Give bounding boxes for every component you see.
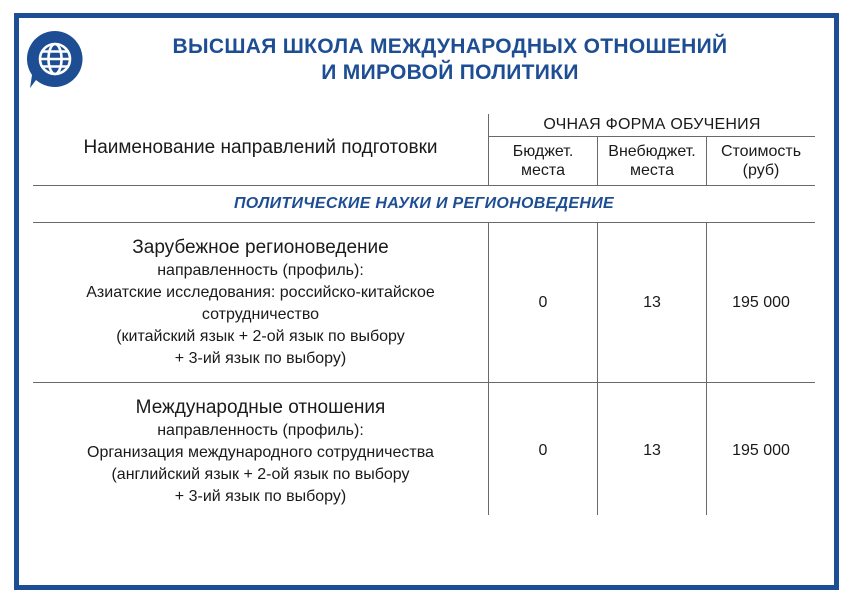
globe-icon	[24, 28, 86, 90]
section-title: ПОЛИТИЧЕСКИЕ НАУКИ И РЕГИОНОВЕДЕНИЕ	[233, 195, 615, 212]
paid-places: 13	[643, 441, 661, 459]
table-divider	[488, 136, 815, 137]
column-header-line: Внебюджет.	[608, 143, 696, 160]
title-line-2: И МИРОВОЙ ПОЛИТИКИ	[321, 61, 579, 84]
table-row-program	[33, 223, 488, 382]
column-header-line: места	[630, 162, 674, 179]
program-detail: Азиатские исследования: российско-китайское	[86, 284, 435, 301]
program-detail: + 3-ий язык по выбору)	[174, 487, 347, 505]
budget-places: 0	[538, 441, 548, 459]
column-header-name: Наименование направлений подготовки	[83, 137, 438, 158]
program-detail: (английский язык + 2-ой язык по выбору	[111, 465, 410, 483]
program-name: Зарубежное регионоведение	[132, 237, 389, 258]
column-header-line: Бюджет.	[512, 143, 574, 160]
title-line-1: ВЫСШАЯ ШКОЛА МЕЖДУНАРОДНЫХ ОТНОШЕНИЙ	[172, 35, 728, 58]
column-header-line: места	[521, 162, 565, 179]
column-header-form: ОЧНАЯ ФОРМА ОБУЧЕНИЯ	[543, 116, 761, 133]
column-header-line: Стоимость	[720, 143, 802, 160]
column-header-cost	[707, 138, 815, 184]
program-detail: сотрудничество	[201, 306, 320, 323]
program-detail: + 3-ий язык по выбору)	[174, 350, 347, 367]
column-header-budget	[489, 138, 597, 184]
program-name: Международные отношения	[135, 396, 386, 418]
program-detail: (китайский язык + 2-ой язык по выбору	[116, 328, 405, 345]
program-detail: Организация международного сотрудничества	[87, 443, 434, 461]
tuition-cost: 195 000	[732, 293, 790, 311]
column-header-line: (руб)	[742, 162, 780, 179]
column-header-paid	[598, 138, 706, 184]
page-title	[100, 34, 800, 86]
budget-places: 0	[538, 293, 548, 311]
table-row-program	[33, 383, 488, 519]
program-profile-label: направленность (профиль):	[157, 262, 364, 279]
program-profile-label: направленность (профиль):	[157, 421, 364, 439]
tuition-cost: 195 000	[732, 441, 790, 459]
paid-places: 13	[643, 293, 661, 311]
